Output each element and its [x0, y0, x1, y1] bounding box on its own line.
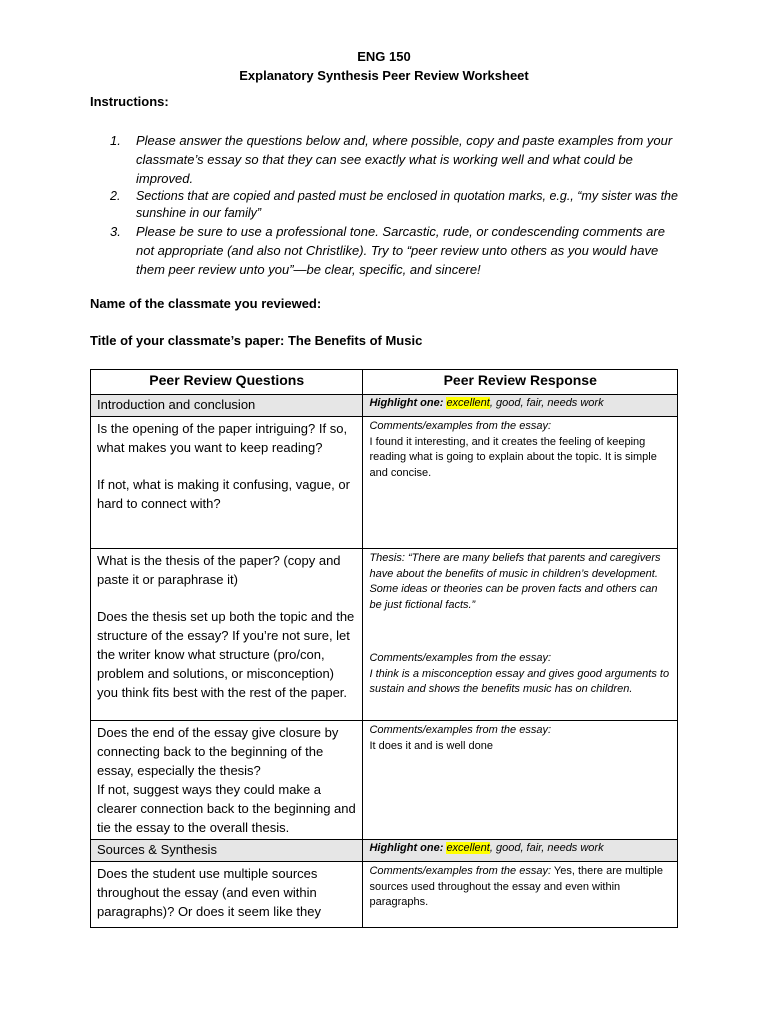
highlight-selected: excellent	[446, 397, 490, 409]
question-text: If not, suggest ways they could make a clearer connection back to the beginning and tie the essay to the overall thesis.	[97, 782, 356, 835]
highlight-rating[interactable]	[363, 840, 678, 862]
response-text: Yes, there are multiple sources used throughout the essay and even within paragraphs.	[369, 865, 663, 908]
course-code: ENG 150	[357, 49, 411, 64]
instruction-item	[110, 222, 680, 279]
table-row	[91, 862, 678, 928]
instruction-number: 1.	[110, 133, 121, 148]
section-name: Introduction and conclusion	[91, 395, 363, 417]
response-label: Comments/examples from the essay:	[369, 420, 552, 432]
instructions-list	[110, 131, 680, 279]
response-text: I think is a misconception essay and gives good arguments to sustain and shows the benefits music has on children.	[369, 667, 670, 695]
response-label: Comments/examples from the essay:	[369, 724, 552, 736]
instruction-text: Please be sure to use a professional tone. Sarcastic, rude, or condescending comments are not appropriate (and also not Christlike). Try to “peer review unto others as you would have them peer review unto you”—be clear, specific, and sincere!	[136, 224, 665, 277]
question-text: Is the opening of the paper intriguing? If so, what makes you want to keep reading?	[97, 421, 348, 455]
question-text: Does the end of the essay give closure by connecting back to the beginning of the essay, especially the thesis?	[97, 725, 339, 778]
question-cell	[91, 549, 363, 721]
table-row	[91, 549, 678, 721]
highlight-options: , good, fair, needs work	[489, 397, 604, 409]
highlight-prefix: Highlight one:	[369, 842, 447, 854]
highlight-options: , good, fair, needs work	[489, 842, 604, 854]
instruction-item	[110, 131, 680, 188]
question-cell	[91, 721, 363, 840]
question-cell	[91, 862, 363, 928]
questions-column-header: Peer Review Questions	[91, 370, 363, 395]
thesis-text: “There are many beliefs that parents and caregivers have about the benefits of music in children’s development. Some ideas or theories can be proven facts and others can be just fictional facts.”	[369, 552, 661, 611]
question-text: What is the thesis of the paper? (copy and paste it or paraphrase it)	[97, 553, 341, 587]
instruction-number: 3.	[110, 224, 121, 239]
response-text: I found it interesting, and it creates the feeling of keeping reading what is going to explain about the topic. It is simple and concise.	[369, 435, 657, 479]
thesis-label: Thesis:	[369, 552, 405, 564]
highlight-selected: excellent	[446, 842, 490, 854]
response-label: Comments/examples from the essay:	[369, 652, 552, 664]
document-header	[0, 47, 768, 85]
instruction-number: 2.	[110, 189, 121, 203]
table-header-row	[91, 370, 678, 395]
table-row	[91, 417, 678, 549]
thesis-quote	[369, 551, 671, 613]
peer-review-table	[90, 369, 678, 928]
response-text: It does it and is well done	[369, 739, 493, 752]
paper-title-label: Title of your classmate’s paper: The Benefits of Music	[90, 333, 423, 348]
highlight-rating[interactable]	[363, 395, 678, 417]
question-text: Does the thesis set up both the topic and the structure of the essay? If you’re not sure, let the writer know what structure (pro/con, problem and solutions, or misconception) you think fits best with the rest of the paper.	[97, 609, 355, 700]
section-row-intro	[91, 395, 678, 417]
response-column-header: Peer Review Response	[363, 370, 678, 395]
section-name: Sources & Synthesis	[91, 840, 363, 862]
response-cell[interactable]	[363, 721, 678, 840]
section-row-sources	[91, 840, 678, 862]
instructions-heading: Instructions:	[90, 94, 169, 109]
instruction-text: Sections that are copied and pasted must be enclosed in quotation marks, e.g., “my sister was the sunshine in our family”	[136, 189, 678, 220]
question-text: Does the student use multiple sources throughout the essay (and even within paragraphs)? Or does it seem like they	[97, 866, 321, 919]
instruction-text: Please answer the questions below and, where possible, copy and paste examples from your classmate’s essay so that they can see exactly what is working well and what could be improved.	[136, 133, 673, 186]
highlight-prefix: Highlight one:	[369, 397, 447, 409]
instruction-item	[110, 188, 680, 222]
classmate-name-label: Name of the classmate you reviewed:	[90, 296, 322, 311]
question-text: If not, what is making it confusing, vague, or hard to connect with?	[97, 477, 350, 511]
table-row	[91, 721, 678, 840]
response-cell[interactable]	[363, 417, 678, 549]
response-comment	[369, 864, 671, 911]
question-cell	[91, 417, 363, 549]
response-cell[interactable]	[363, 862, 678, 928]
worksheet-title: Explanatory Synthesis Peer Review Worksheet	[239, 68, 529, 83]
response-cell[interactable]	[363, 549, 678, 721]
response-label: Comments/examples from the essay:	[369, 865, 552, 877]
